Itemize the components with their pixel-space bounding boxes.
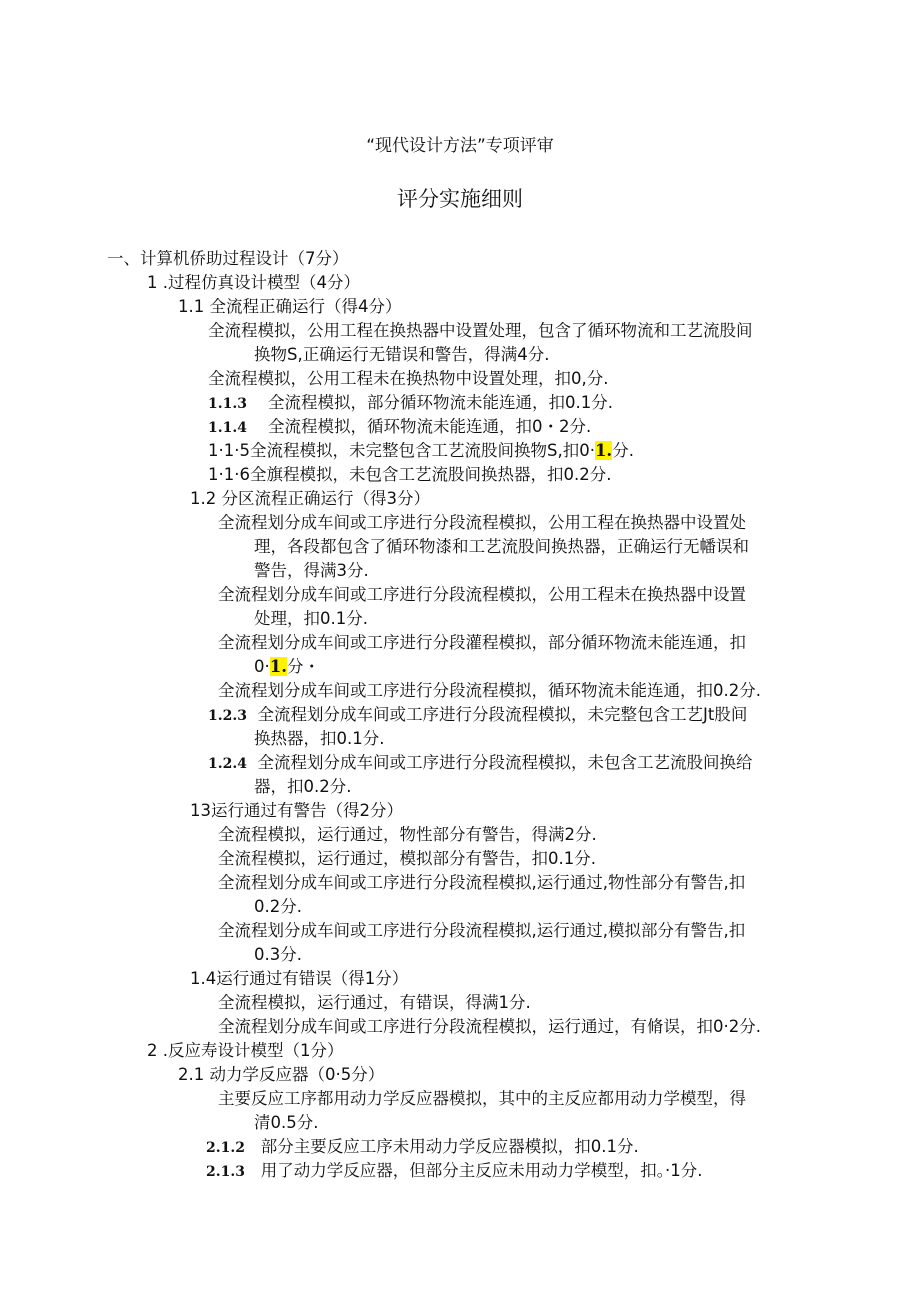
item-text: 全流程划分成车间或工序进行分段流程模拟，运行通过，有脩误，扣0·2分. [218, 1017, 761, 1036]
item-text: 全流程划分成车间或工序进行分段流程模拟，公用工程未在换热器中设置 [218, 585, 746, 604]
list-item: 1·1·6全旗程模拟，未包含工艺流股间换热器，扣0.2分. [208, 465, 612, 484]
item-number: 1.2.3 [208, 708, 247, 724]
item-text: 全流程模拟，循环物流未能连通，扣0・2分. [267, 417, 592, 436]
item-text: 全流程模拟，公用工程未在换热物中设置处理，扣0,分. [208, 369, 609, 388]
item-text: 主要反应工序都用动力学反应器模拟，其中的主反应都用动力学模型，得 [218, 1089, 746, 1108]
item-text: 0.2分. [254, 897, 302, 916]
item-text: 换热器，扣0.1分. [254, 729, 385, 748]
item-number: 2.1.3 [206, 1164, 245, 1180]
list-item [206, 1135, 639, 1160]
list-item [208, 415, 591, 440]
item-heading-1-3: 13运行通过有警告（得2分） [190, 801, 403, 820]
item-text: 分. [612, 441, 634, 460]
item-text: 分・ [286, 657, 320, 676]
item-number: 1.1.3 [208, 396, 247, 412]
item-text: 器，扣0.2分. [254, 777, 352, 796]
item-heading-1-2: 1.2 分区流程正确运行（得3分） [190, 489, 430, 508]
subsection-heading-1: 1 .过程仿真设计模型（4分） [147, 273, 360, 292]
item-text: 全流程划分成车间或工序进行分段流程模拟,运行通过,模拟部分有警告,扣 [218, 921, 746, 940]
item-text: 处理，扣0.1分. [254, 609, 368, 628]
item-text: 换物S,正确运行无错误和警告，得满4分. [254, 345, 550, 364]
item-text: 全流程划分成车间或工序进行分段流程模拟,运行通过,物性部分有警告,扣 [218, 873, 746, 892]
item-text: 全流程划分成车间或工序进行分段流程模拟，公用工程在换热器中设置处 [218, 513, 746, 532]
item-text: 部分主要反应工序未用动力学反应器模拟，扣0.1分. [260, 1137, 639, 1156]
item-text: 用了动力学反应器，但部分主反应未用动力学模型，扣。·1分. [260, 1161, 703, 1180]
subsection-heading-2: 2 .反应寿设计模型（1分） [147, 1041, 344, 1060]
list-item [208, 391, 613, 416]
item-text: 全流程划分成车间或工序进行分段流程模拟，循环物流未能连通，扣0.2分. [218, 681, 761, 700]
document-title: “现代设计方法”专项评审 [366, 136, 554, 156]
item-text: 1·1·5全流程模拟，未完整包含工艺流股间换物S,扣0· [208, 441, 595, 460]
item-text: 警告，得满3分. [254, 561, 369, 580]
section-heading-1: 一、计算机侨助过程设计（7分） [107, 249, 349, 268]
item-text: 全流程模拟，部分循环物流未能连通，扣0.1分. [267, 393, 613, 412]
item-text: 全流程模拟，运行通过，模拟部分有警告，扣0.1分. [218, 849, 596, 868]
item-text: 全流程模拟，运行通过，物性部分有警告，得满2分. [218, 825, 597, 844]
item-text: 理，各段都包含了循环物漆和工艺流股间换热器，正确运行无幡误和 [254, 537, 749, 556]
item-text [254, 655, 320, 679]
list-item [208, 751, 752, 776]
item-number: 2.1.2 [206, 1140, 245, 1156]
item-text: 全流程模拟，运行通过，有错误，得满1分. [218, 993, 531, 1012]
document-subtitle: 评分实施细则 [397, 187, 523, 211]
highlighted-text: 1. [594, 441, 613, 460]
item-text: 0· [254, 657, 270, 676]
item-text: 全流程模拟，公用工程在换热器中设置处理，包含了循环物流和工艺流股间 [208, 321, 753, 340]
list-item [206, 1159, 702, 1184]
item-heading-2-1: 2.1 动力学反应器（0·5分） [178, 1065, 385, 1084]
item-heading-1-1: 1.1 全流程正确运行（得4分） [178, 297, 402, 316]
item-number: 1.1.4 [208, 420, 247, 436]
item-text: 0.3分. [254, 945, 302, 964]
item-number: 1.2.4 [208, 756, 247, 772]
item-text: 全流程划分成车间或工序进行分段灌程模拟，部分循环物流未能连通，扣 [218, 633, 746, 652]
list-item [208, 703, 747, 728]
list-item [208, 439, 634, 463]
item-text: 全流程划分成车间或工序进行分段流程模拟，未包含工艺流股间换给 [257, 753, 753, 772]
item-text: 全流程划分成车间或工序进行分段流程模拟，未完整包含工艺Jt股间 [257, 705, 748, 724]
item-heading-1-4: 1.4运行通过有错误（得1分） [190, 969, 409, 988]
highlighted-text: 1. [269, 657, 287, 676]
item-text: 清0.5分. [254, 1113, 319, 1132]
